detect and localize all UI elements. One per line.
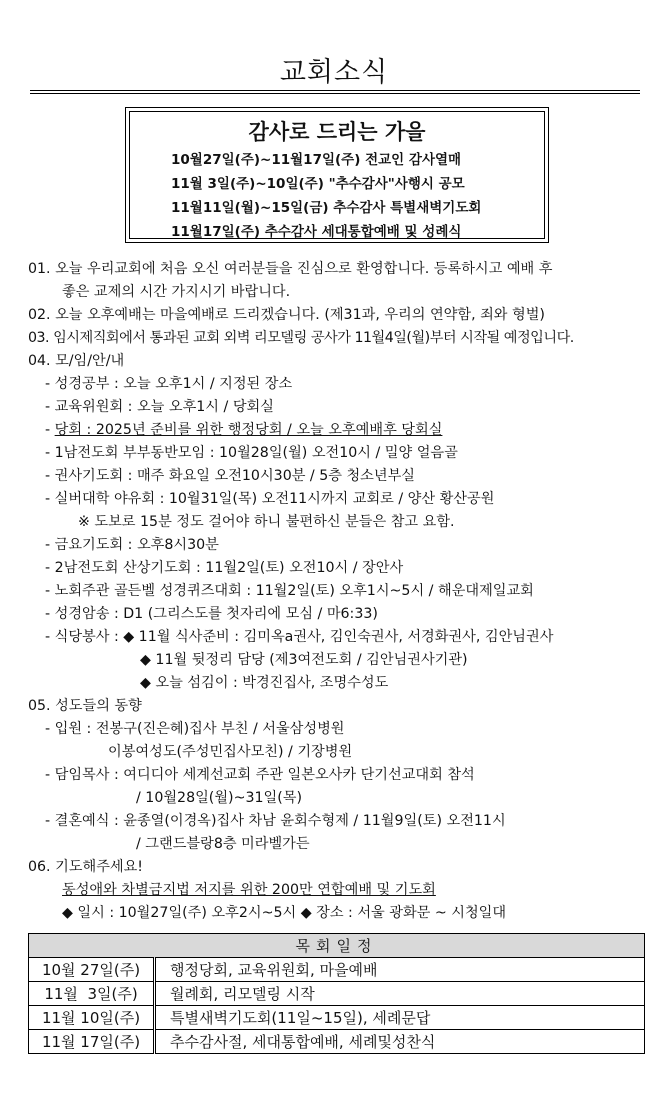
meeting-silver: - 실버대학 야유회 : 10월31일(목) 오전11시까지 교회로 / 양산 황산공원 [45, 491, 495, 507]
page-title: 교회소식 [279, 57, 389, 88]
status-wedding-2: / 그랜드블랑8층 미라벨가든 [136, 836, 310, 852]
meeting-session-text: 당회 : 2025년 준비를 위한 행정당회 / 오늘 오후예배후 당회실 [54, 422, 443, 438]
schedule-date: 11월 17일(주) [29, 1030, 155, 1054]
schedule-text: 월례회, 리모델링 시작 [155, 982, 645, 1006]
prayer-details: ◆ 일시 : 10월27일(주) 오후2시~5시 ◆ 장소 : 서울 광화문 ~ 시청일대 [62, 905, 507, 921]
schedule-text: 행정당회, 교육위원회, 마을예배 [155, 958, 645, 982]
schedule-text: 특별새벽기도회(11일~15일), 세례문답 [155, 1006, 645, 1030]
box-line: 11월11일(월)~15일(금) 추수감사 특별새벽기도회 [171, 200, 482, 216]
meeting-education: - 교육위원회 : 오늘 오후1시 / 당회실 [45, 399, 274, 415]
table-row [29, 958, 645, 982]
item-04: 04. 모/임/안/내 [28, 353, 125, 369]
status-hospital-2: 이봉여성도(주성민집사모친) / 기장병원 [108, 744, 353, 760]
item-05: 05. 성도들의 동향 [28, 698, 142, 714]
item-01: 01. 오늘 우리교회에 처음 오신 여러분들을 진심으로 환영합니다. 등록하시고 예배 후 [28, 261, 553, 277]
prayer-title: 동성애와 차별금지법 저지를 위한 200만 연합예배 및 기도회 [62, 882, 436, 898]
title-rule [30, 90, 640, 91]
box-line: 11월 3일(주)~10일(주) "추수감사"사행시 공모 [171, 176, 465, 192]
meeting-kitchen: - 식당봉사 : ◆ 11월 식사준비 : 김미옥a권사, 김인숙권사, 서경화권사, 김안님권사 [45, 629, 554, 645]
meeting-kitchen-2: ◆ 11월 뒷정리 담당 (제3여전도회 / 김안님권사기관) [140, 652, 468, 668]
schedule-date: 10월 27일(주) [29, 958, 155, 982]
meeting-men-1: - 1남전도회 부부동반모임 : 10월28일(월) 오전10시 / 밀양 얼음골 [45, 445, 458, 461]
table-row [29, 1006, 645, 1030]
schedule-text: 추수감사절, 세대통합예배, 세례및성찬식 [155, 1030, 645, 1054]
meeting-friday: - 금요기도회 : 오후8시30분 [45, 537, 219, 553]
meeting-men-2: - 2남전도회 산상기도회 : 11월2일(토) 오전10시 / 장안사 [45, 560, 404, 576]
status-pastor-2: / 10월28일(월)~31일(목) [136, 790, 303, 806]
schedule-header: 목회일정 [29, 934, 645, 958]
table-row [29, 982, 645, 1006]
meeting-bible-study: - 성경공부 : 오늘 오후1시 / 지정된 장소 [45, 376, 293, 392]
status-hospital: - 입원 : 전봉구(진은혜)집사 부친 / 서울삼성병원 [45, 721, 345, 737]
title-rule [30, 93, 640, 94]
meeting-session [28, 419, 648, 442]
item-02: 02. 오늘 오후예배는 마을예배로 드리겠습니다. (제31과, 우리의 연약함, 죄와 형벌) [28, 307, 545, 323]
schedule-table [28, 933, 645, 1054]
schedule-date: 11월 10일(주) [29, 1006, 155, 1030]
meeting-memorize: - 성경암송 : D1 (그리스도를 첫자리에 모심 / 마6:33) [45, 606, 378, 622]
item-03: 03. 임시제직회에서 통과된 교회 외벽 리모델링 공사가 11월4일(월)부터 시작될 예정입니다. [28, 330, 574, 346]
box-line: 10월27일(주)~11월17일(주) 전교인 감사열매 [171, 152, 462, 168]
status-pastor: - 담임목사 : 여디디아 세계선교회 주관 일본오사카 단기선교대회 참석 [45, 767, 475, 783]
meeting-goldenbell: - 노회주관 골든벨 성경퀴즈대회 : 11월2일(토) 오후1시~5시 / 해운대제일교회 [45, 583, 534, 599]
box-heading: 감사로 드리는 가을 [248, 120, 426, 144]
meeting-kitchen-3: ◆ 오늘 섬김이 : 박경진집사, 조명수성도 [140, 675, 389, 691]
item-06: 06. 기도해주세요! [28, 859, 143, 875]
dash: - [45, 422, 55, 438]
status-wedding: - 결혼예식 : 윤종열(이경옥)집사 차남 윤회수형제 / 11월9일(토) 오전11시 [45, 813, 506, 829]
table-row [29, 1030, 645, 1054]
autumn-event-box [125, 107, 549, 243]
meeting-deaconess: - 권사기도회 : 매주 화요일 오전10시30분 / 5층 청소년부실 [45, 468, 415, 484]
item-01-cont: 좋은 교제의 시간 가지시기 바랍니다. [62, 284, 291, 300]
announcement-list [28, 258, 648, 925]
schedule-date: 11월 3일(주) [29, 982, 155, 1006]
box-line: 11월17일(주) 추수감사 세대통합예배 및 성례식 [171, 224, 462, 240]
meeting-silver-note: ※ 도보로 15분 정도 걸어야 하니 불편하신 분들은 참고 요함. [78, 514, 455, 530]
